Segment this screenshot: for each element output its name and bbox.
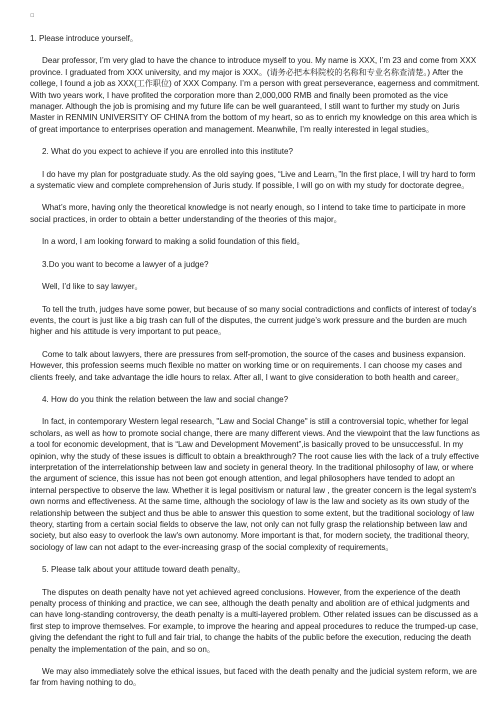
answer-3-paragraph-2: To tell the truth, judges have some power, but because of so many social contradictions and conflicts of interest of today’s events, the court is just like a big trash can full of the disputes, the current judge’s work pressure and the burden are much higher and his attitude is very important to put peace。 <box>30 304 477 337</box>
answer-4: In fact, in contemporary Western legal research, "Law and Social Change" is still a controversial topic, whether for legal scholars, as well as how to promote social change, there are many different views. And the viewpoint that the law functions as a tool for economic development, that is “Law and Development Movement”,is basically proved to be unsuccessful. In my opinion, why the study of these issues is difficult to obtain a breakthrough? The root cause lies with the lack of a truly effective interpretation of the interrelationship between law and society in general theory. In the traditional philosophy of law, or where the argument of science, this issue has not been got enough attention, and legal philosophers have tended to adopt an internal perspective to observe the law. Whether it is legal positivism or natural law , the greater concern is the legal system's own norms and effectiveness. At the same time, although the sociology of law is the law and society as its own study of the relationship between the subject and thus be able to answer this question to some extent, but the traditional sociology of law theory, starting from a certain social fields to observe the law, not only can not fully grasp the relationship between law and society, but also easy to overlook the law's own autonomy. More important is that, for modern society, the traditional theory, sociology of law can not adapt to the ever-increasing grasp of the social complexity of requirements。 <box>30 417 480 552</box>
answer-2-paragraph-3: In a word, I am looking forward to making a solid foundation of this field。 <box>42 237 305 247</box>
question-5: 5. Please talk about your attitude toward death penalty。 <box>42 565 246 575</box>
question-1: 1. Please introduce yourself。 <box>30 34 138 43</box>
answer-3-paragraph-3: Come to talk about lawyers, there are pressures from self-promotion, the source of the cases and business expansion. However, this profession seems much flexible no matter on working time or on requirements. I can choose my cases and clients freely, and take advantage the idle hours to relax. After all, I want to give consideration to both health and career。 <box>30 349 466 382</box>
bullet-marker: ▫ <box>30 11 35 19</box>
answer-3-paragraph-1: Well, I’d like to say lawyer。 <box>42 282 143 292</box>
answer-2-paragraph-1: I do have my plan for postgraduate study. As the old saying goes, “Live and Learn。”In the first place, I will try hard to form a systematic view and complete comprehension of Juris study. If possible, I will go on with my study for doctorate degree。 <box>30 169 476 191</box>
answer-5-paragraph-1: The disputes on death penalty have not yet achieved agreed conclusions. However, from the experience of the death penalty process of thinking and practice, we can see, although the death penalty and abolition are of ethical judgments and can have long-standing controversy, the death penalty is a multi-layered problem. Other related issues can be discussed as a first step to improve themselves. For example, to improve the hearing and appeal procedures to reduce the trumped-up case, giving the defendant the right to full and fair trial, to change the habits of the public before the execution, reducing the death penalty the implementation of the pain, and so on。 <box>30 587 479 654</box>
answer-1: Dear professor, I’m very glad to have the chance to introduce myself to you. My name is XXX, I’m 23 and come from XXX province. I graduated from XXX university, and my major is XXX。(请务必把本科院校的名称和专业名称查清楚。) After the college, I found a job as XXX(工作职位) of XXX Company. I’m a person with great perseverance, eagerness and commitment. With two years work, I have profited the corporation more than 2,000,000 RMB and finally been promoted as the vice manager. Although the job is promising and my future life can be well guaranteed, I still want to further my study on Juris Master in RENMIN UNIVERSITY OF CHINA from the bottom of my heart, so as to enrich my knowledge on this area which is of great importance to enterprises operation and management. Meanwhile, I’m really interested in legal studies。 <box>30 56 480 134</box>
question-4: 4. How do you think the relation between the law and social change? <box>42 394 289 404</box>
answer-5-paragraph-2: We may also immediately solve the ethical issues, but faced with the death penalty and the judicial system reform, we are far from having nothing to do。 <box>30 667 477 688</box>
question-2: 2. What do you expect to achieve if you are enrolled into this institute? <box>42 147 294 157</box>
question-3: 3.Do you want to become a lawyer of a judge? <box>42 259 209 269</box>
document-body <box>30 0 480 689</box>
answer-2-paragraph-2: What’s more, having only the theoretical knowledge is not nearly enough, so I intend to take time to participate in more social practices, in order to obtain a better understanding of the theories of this major。 <box>30 203 466 224</box>
